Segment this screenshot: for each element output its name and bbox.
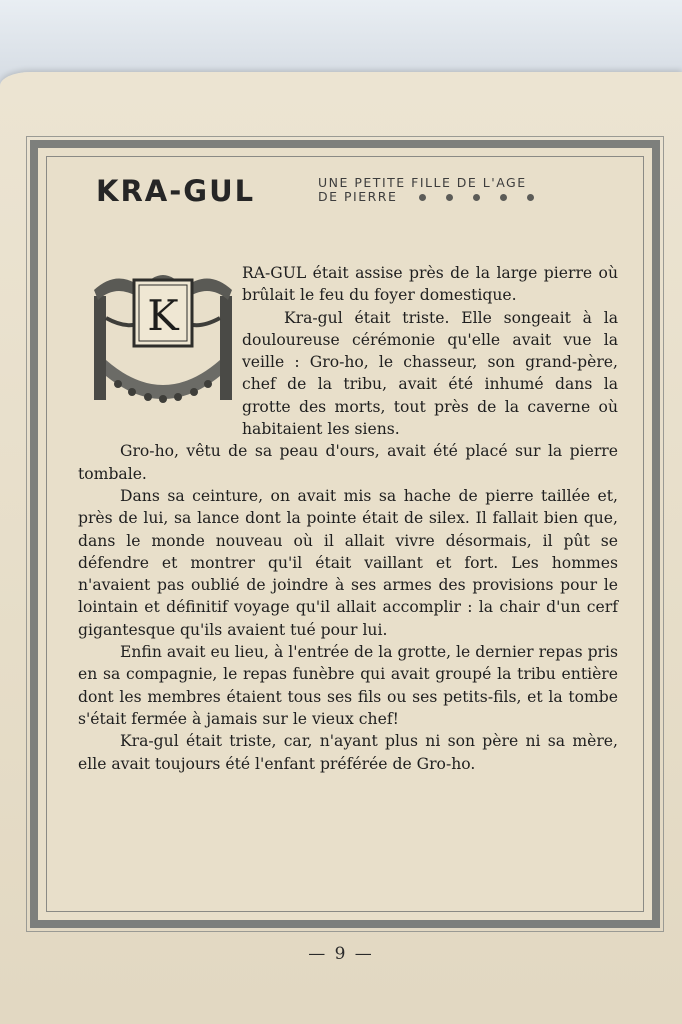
chapter-title: KRA-GUL [96, 174, 256, 208]
paragraph-5: Enfin avait eu lieu, à l'entrée de la grotte, le dernier repas pris en sa compagnie, le repas funèbre qui avait groupé la tribu entière dont les membres étaient tous ses fils ou ses petits-fils, et la tombe s'était fermée à jamais sur le vieux chef! [78, 643, 618, 728]
chapter-header [96, 172, 616, 232]
ornamental-dots [419, 194, 534, 201]
paragraph-4: Dans sa ceinture, on avait mis sa hache de pierre taillée et, près de lui, sa lance dont la pointe était de silex. Il fallait bien que, dans le monde nouveau où il allait vivre désormais, il pût se défendre et montrer qu'il était vaillant et fort. Les hommes n'avaient pas oublié de joindre à ses armes des provisions pour le lointain et définitif voyage qu'il allait accomplir : la chair d'un cerf gigantesque qu'ils avaient tué pour lui. [78, 486, 618, 639]
dot-ornament-icon [446, 194, 453, 201]
dot-ornament-icon [500, 194, 507, 201]
dot-ornament-icon [527, 194, 534, 201]
subtitle-line-2: DE PIERRE [318, 189, 398, 204]
drop-cap-letter: K [147, 291, 179, 340]
drop-cap-spacer [78, 262, 242, 430]
paragraph-3: Gro-ho, vêtu de sa peau d'ours, avait été placé sur la pierre tombale. [78, 442, 618, 483]
page-border-frame [30, 140, 660, 928]
story-text [78, 262, 618, 775]
page-number: — 9 — [308, 944, 374, 964]
dot-ornament-icon [473, 194, 480, 201]
paragraph-1: RA-GUL était assise près de la large pierre où brûlait le feu du foyer domestique. [242, 264, 618, 305]
subtitle-line-1: UNE PETITE FILLE DE L'AGE [318, 175, 527, 190]
chapter-subtitle [318, 176, 608, 204]
dot-ornament-icon [419, 194, 426, 201]
paragraph-2: Kra-gul était triste. Elle songeait à la douloureuse cérémonie qu'elle avait vue la veille : Gro-ho, le chasseur, son grand-père, chef de la tribu, avait été inhumé dans la grotte des morts, tout près de la caverne où habitaient les siens. [242, 308, 618, 439]
paragraph-6: Kra-gul était triste, car, n'ayant plus ni son père ni sa mère, elle avait toujours été l'enfant préférée de Gro-ho. [78, 732, 618, 773]
